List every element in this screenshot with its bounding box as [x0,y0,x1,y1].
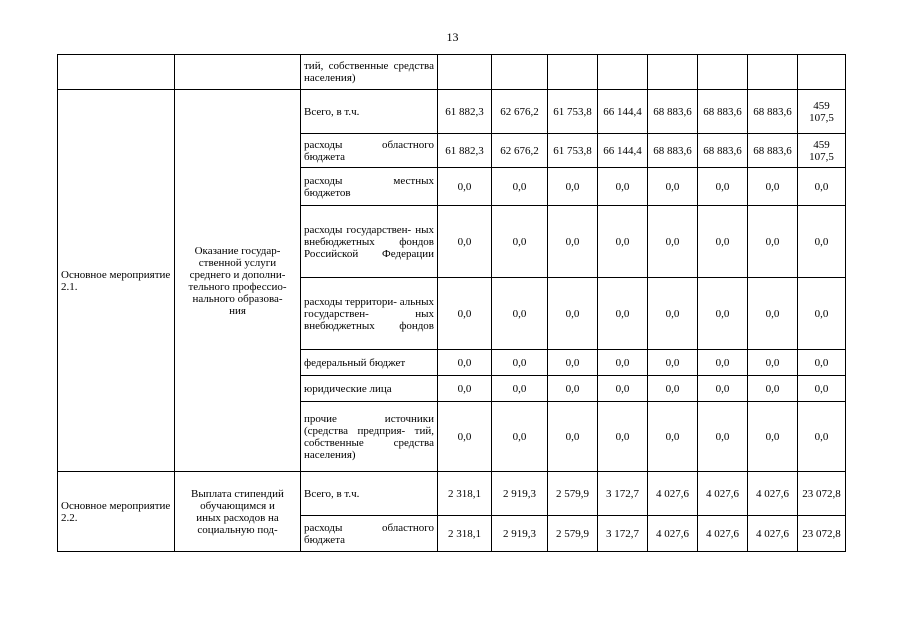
value-cell: 0,0 [492,376,548,402]
value-cell: 61 882,3 [438,90,492,134]
value-cell: 459 107,5 [798,90,846,134]
table-row [58,472,846,516]
funding-source-text: расходы областного бюджета [304,138,434,163]
value-cell [598,55,648,90]
budget-table [57,54,846,552]
value-cell: 4 027,6 [648,516,698,552]
value-cell: 3 172,7 [598,472,648,516]
value-cell: 4 027,6 [748,472,798,516]
value-cell: 4 027,6 [698,516,748,552]
value-cell: 0,0 [648,350,698,376]
value-cell: 0,0 [598,168,648,206]
value-cell: 68 883,6 [698,134,748,168]
activity-cell [58,472,175,552]
table-row [58,90,846,134]
description-line: Оказание государ- [194,244,281,257]
description-line: ственной услуги [198,256,277,269]
value-cell [438,55,492,90]
value-cell: 61 753,8 [548,90,598,134]
value-cell: 2 919,3 [492,472,548,516]
value-cell [748,55,798,90]
activity-cell [58,90,175,472]
value-cell: 0,0 [748,350,798,376]
value-cell: 0,0 [492,206,548,278]
value-cell: 2 579,9 [548,472,598,516]
value-cell: 2 579,9 [548,516,598,552]
description-line: тельного профессио- [188,280,287,293]
value-cell: 0,0 [648,376,698,402]
funding-source-cell [301,55,438,90]
value-cell: 23 072,8 [798,516,846,552]
description-cell [175,55,301,90]
value-cell: 68 883,6 [698,90,748,134]
value-cell: 0,0 [438,206,492,278]
value-cell: 2 919,3 [492,516,548,552]
funding-source-cell [301,278,438,350]
value-cell: 0,0 [492,350,548,376]
value-cell: 66 144,4 [598,134,648,168]
value-cell: 0,0 [492,278,548,350]
description-line: социальную под- [197,523,278,536]
value-cell: 68 883,6 [648,90,698,134]
funding-source-text: Всего, в т.ч. [304,105,360,118]
value-cell: 0,0 [748,206,798,278]
value-cell: 68 883,6 [748,134,798,168]
value-cell: 0,0 [698,278,748,350]
value-cell: 4 027,6 [648,472,698,516]
value-cell: 0,0 [438,402,492,472]
value-cell: 0,0 [648,278,698,350]
page-number: 13 [446,30,459,44]
description-line: ния [229,304,246,317]
value-cell: 0,0 [648,402,698,472]
description-line: иных расходов на [196,511,279,524]
value-cell: 0,0 [548,376,598,402]
value-cell: 0,0 [598,402,648,472]
funding-source-text: юридические лица [304,382,392,395]
description-line: Выплата стипендий [191,487,284,500]
funding-source-cell [301,90,438,134]
value-cell: 0,0 [798,168,846,206]
description-line: нального образова- [192,292,283,305]
value-cell: 68 883,6 [748,90,798,134]
value-cell: 0,0 [698,206,748,278]
value-cell [698,55,748,90]
value-cell: 0,0 [598,278,648,350]
table-body [58,55,846,552]
value-cell: 0,0 [492,168,548,206]
value-cell: 0,0 [798,350,846,376]
value-cell: 0,0 [748,168,798,206]
value-cell: 0,0 [648,206,698,278]
description-cell [175,90,301,472]
value-cell: 0,0 [598,350,648,376]
value-cell: 0,0 [598,206,648,278]
value-cell: 4 027,6 [748,516,798,552]
value-cell [548,55,598,90]
value-cell: 0,0 [648,168,698,206]
value-cell: 0,0 [748,402,798,472]
description-cell [175,472,301,552]
value-cell: 23 072,8 [798,472,846,516]
value-cell: 0,0 [698,350,748,376]
table-row [58,55,846,90]
value-cell: 4 027,6 [698,472,748,516]
value-cell: 0,0 [548,350,598,376]
value-cell: 0,0 [598,376,648,402]
value-cell: 0,0 [438,350,492,376]
funding-source-cell [301,472,438,516]
funding-source-text: расходы областного бюджета [304,521,434,546]
value-cell: 0,0 [698,402,748,472]
value-cell: 0,0 [798,402,846,472]
funding-source-text: тий, собственные средства населения) [304,60,434,84]
value-cell: 62 676,2 [492,90,548,134]
funding-source-cell [301,168,438,206]
value-cell: 2 318,1 [438,516,492,552]
value-cell: 0,0 [748,376,798,402]
value-cell: 0,0 [548,168,598,206]
funding-source-text: федеральный бюджет [304,356,406,369]
value-cell: 68 883,6 [648,134,698,168]
description-line: среднего и дополни- [189,268,286,281]
value-cell [648,55,698,90]
value-cell: 0,0 [438,376,492,402]
value-cell: 0,0 [798,206,846,278]
value-cell [798,55,846,90]
funding-source-text: расходы территори- альных государствен- ных внебюджетных фондов [304,295,434,332]
funding-source-cell [301,376,438,402]
value-cell [492,55,548,90]
description-line: обучающимся и [200,499,275,512]
value-cell: 0,0 [698,168,748,206]
value-cell: 61 753,8 [548,134,598,168]
value-cell: 0,0 [698,376,748,402]
value-cell: 2 318,1 [438,472,492,516]
funding-source-cell [301,350,438,376]
value-cell: 0,0 [438,278,492,350]
value-cell: 0,0 [548,278,598,350]
activity-line: Основное мероприятие 2.2. [61,499,171,524]
value-cell: 0,0 [748,278,798,350]
value-cell: 62 676,2 [492,134,548,168]
funding-source-text: расходы местных бюджетов [304,174,434,199]
funding-source-text: Всего, в т.ч. [304,487,360,500]
value-cell: 3 172,7 [598,516,648,552]
value-cell: 0,0 [492,402,548,472]
funding-source-cell [301,206,438,278]
funding-source-cell [301,516,438,552]
funding-source-cell [301,402,438,472]
value-cell: 0,0 [438,168,492,206]
activity-line: Основное мероприятие 2.1. [61,268,171,293]
value-cell: 0,0 [798,278,846,350]
value-cell: 0,0 [548,206,598,278]
funding-source-text: расходы государствен- ных внебюджетных фондов Российской Федерации [304,223,434,260]
value-cell: 66 144,4 [598,90,648,134]
value-cell: 0,0 [548,402,598,472]
funding-source-text: прочие источники (средства предприя- тий, собственные средства населения) [304,412,434,461]
value-cell: 61 882,3 [438,134,492,168]
activity-cell [58,55,175,90]
value-cell: 459 107,5 [798,134,846,168]
funding-source-cell [301,134,438,168]
value-cell: 0,0 [798,376,846,402]
